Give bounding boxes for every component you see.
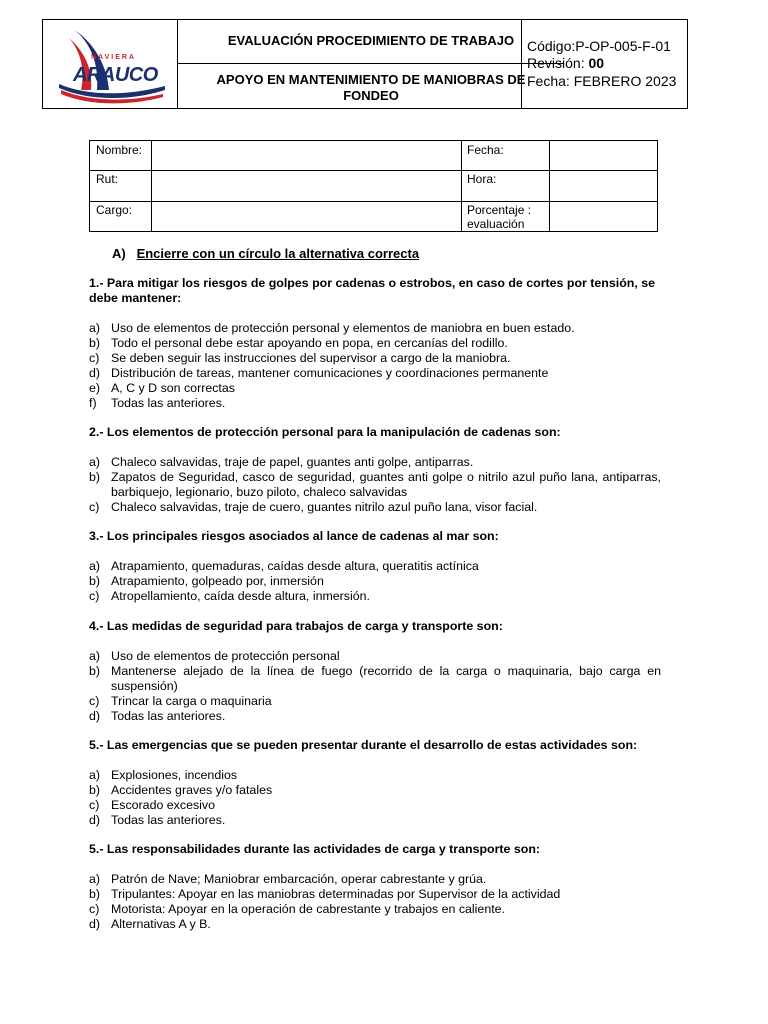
option-letter: b) — [89, 336, 101, 350]
question-3-option-b[interactable] — [89, 574, 661, 589]
option-letter: c) — [89, 500, 100, 514]
option-letter: b) — [89, 887, 101, 901]
option-text: Atrapamiento, golpeado por, inmersión — [111, 574, 324, 588]
question-4: 4.- Las medidas de seguridad para trabajos de carga y transporte son: — [89, 619, 503, 633]
option-text: Motorista: Apoyar en la operación de cabrestante y trabajos en caliente. — [111, 902, 505, 916]
question-5-option-c[interactable] — [89, 798, 661, 813]
question-6-option-c[interactable] — [89, 902, 661, 917]
option-letter: c) — [89, 902, 100, 916]
question-6-option-b[interactable] — [89, 887, 661, 902]
option-letter: e) — [89, 381, 101, 395]
question-5-option-d[interactable] — [89, 813, 661, 828]
fecha-field[interactable] — [550, 141, 658, 170]
option-text: Todas las anteriores. — [111, 709, 226, 723]
option-text: Se deben seguir las instrucciones del supervisor a cargo de la maniobra. — [111, 351, 511, 365]
option-text: Zapatos de Seguridad, casco de seguridad, guantes anti golpe o nitrilo azul puño lana, antiparras, barbiquejo, legionario, buzo piloto, chaleco salvavidas — [111, 470, 661, 499]
cargo-field[interactable] — [152, 202, 461, 232]
option-letter: b) — [89, 664, 101, 678]
question-3-option-c[interactable] — [89, 589, 661, 604]
option-letter: c) — [89, 589, 100, 603]
option-letter: c) — [89, 351, 100, 365]
question-2-option-b[interactable] — [89, 470, 661, 500]
option-letter: d) — [89, 813, 101, 827]
option-letter: a) — [89, 559, 101, 573]
question-6-option-d[interactable] — [89, 917, 661, 932]
option-letter: a) — [89, 455, 101, 469]
header-title-main: APOYO EN MANTENIMIENTO DE MANIOBRAS DE FONDEO — [216, 72, 526, 103]
question-4-option-b[interactable] — [89, 664, 661, 694]
question-3: 3.- Los principales riesgos asociados al lance de cadenas al mar son: — [89, 529, 499, 543]
question-4-option-c[interactable] — [89, 694, 661, 709]
question-1-option-d[interactable] — [89, 366, 661, 381]
question-1-option-a[interactable] — [89, 321, 661, 336]
option-letter: a) — [89, 649, 101, 663]
question-1: 1.- Para mitigar los riesgos de golpes por cadenas o estrobos, en caso de cortes por tensión, se debe mantener: — [89, 276, 656, 305]
option-letter: b) — [89, 783, 101, 797]
logo-top-text: NAVIERA — [91, 54, 136, 61]
document-header — [42, 19, 688, 109]
porcentaje-field[interactable] — [550, 202, 658, 232]
question-1-option-c[interactable] — [89, 351, 661, 366]
question-1-option-e[interactable] — [89, 381, 661, 396]
option-letter: d) — [89, 709, 101, 723]
nombre-field[interactable] — [152, 141, 461, 170]
section-letter: A) — [112, 246, 126, 261]
option-text: Explosiones, incendios — [111, 768, 238, 782]
option-text: A, C y D son correctas — [111, 381, 235, 395]
question-6: 5.- Las responsabilidades durante las actividades de carga y transporte son: — [89, 842, 541, 856]
question-1-option-b[interactable] — [89, 336, 661, 351]
rut-field[interactable] — [152, 171, 461, 201]
option-text: Todas las anteriores. — [111, 813, 226, 827]
question-4-option-d[interactable] — [89, 709, 661, 724]
option-letter: a) — [89, 872, 101, 886]
option-text: Escorado excesivo — [111, 798, 215, 812]
option-text: Uso de elementos de protección personal y elementos de maniobra en buen estado. — [111, 321, 575, 335]
question-1-option-f[interactable] — [89, 396, 661, 411]
option-text: Distribución de tareas, mantener comunicaciones y coordinaciones permanente — [111, 366, 549, 380]
option-text: Chaleco salvavidas, traje de papel, guantes anti golpe, antiparras. — [111, 455, 474, 469]
option-text: Atropellamiento, caída desde altura, inmersión. — [111, 589, 370, 603]
personal-info-table — [89, 140, 658, 232]
question-3-option-a[interactable] — [89, 559, 661, 574]
rut-label: Rut: — [96, 172, 119, 186]
option-letter: d) — [89, 366, 101, 380]
option-text: Tripulantes: Apoyar en las maniobras determinadas por Supervisor de la actividad — [111, 887, 561, 901]
question-5-option-b[interactable] — [89, 783, 661, 798]
question-2: 2.- Los elementos de protección personal para la manipulación de cadenas son: — [89, 425, 561, 439]
option-letter: f) — [89, 396, 97, 410]
option-text: Chaleco salvavidas, traje de cuero, guantes nitrilo azul puño lana, visor facial. — [111, 500, 538, 514]
option-text: Trincar la carga o maquinaria — [111, 694, 272, 708]
option-text: Accidentes graves y/o fatales — [111, 783, 273, 797]
nombre-label: Nombre: — [96, 143, 143, 157]
option-text: Patrón de Nave; Maniobrar embarcación, operar cabrestante y grúa. — [111, 872, 487, 886]
option-text: Todas las anteriores. — [111, 396, 226, 410]
option-letter: a) — [89, 768, 101, 782]
question-5: 5.- Las emergencias que se pueden presentar durante el desarrollo de estas actividades son: — [89, 738, 638, 752]
porcentaje-label: Porcentaje : — [467, 203, 532, 217]
option-letter: a) — [89, 321, 101, 335]
option-text: Todo el personal debe estar apoyando en popa, en cercanías del rodillo. — [111, 336, 508, 350]
logo-main-text: ARAUCO — [73, 64, 158, 86]
question-6-option-a[interactable] — [89, 872, 661, 887]
document-code: Código:P-OP-005-F-01 — [527, 38, 671, 54]
fecha-label: Fecha: — [467, 143, 504, 157]
hora-field[interactable] — [550, 171, 658, 201]
section-instruction: Encierre con un círculo la alternativa correcta — [136, 246, 420, 261]
option-letter: b) — [89, 470, 101, 484]
option-text: Alternativas A y B. — [111, 917, 211, 931]
option-letter: d) — [89, 917, 101, 931]
section-title — [112, 246, 419, 261]
option-letter: c) — [89, 798, 100, 812]
cargo-label: Cargo: — [96, 203, 133, 217]
revision-label: Revisión: — [527, 55, 585, 71]
option-text: Atrapamiento, quemaduras, caídas desde altura, queratitis actínica — [111, 559, 479, 573]
option-text: Mantenerse alejado de la línea de fuego (recorrido de la carga o maquinaria, bajo carga en suspensión) — [111, 664, 661, 693]
document-revision — [527, 55, 604, 72]
question-2-option-a[interactable] — [89, 455, 661, 470]
question-4-option-a[interactable] — [89, 649, 661, 664]
option-letter: c) — [89, 694, 100, 708]
option-text: Uso de elementos de protección personal — [111, 649, 340, 663]
document-date: Fecha: FEBRERO 2023 — [527, 73, 677, 89]
option-letter: b) — [89, 574, 101, 588]
hora-label: Hora: — [467, 172, 497, 186]
question-5-option-a[interactable] — [89, 768, 661, 783]
header-title-top: EVALUACIÓN PROCEDIMIENTO DE TRABAJO — [227, 33, 515, 48]
company-logo — [47, 24, 173, 106]
question-2-option-c[interactable] — [89, 500, 661, 515]
evaluacion-label: evaluación — [467, 217, 525, 231]
revision-value: 00 — [588, 55, 605, 71]
